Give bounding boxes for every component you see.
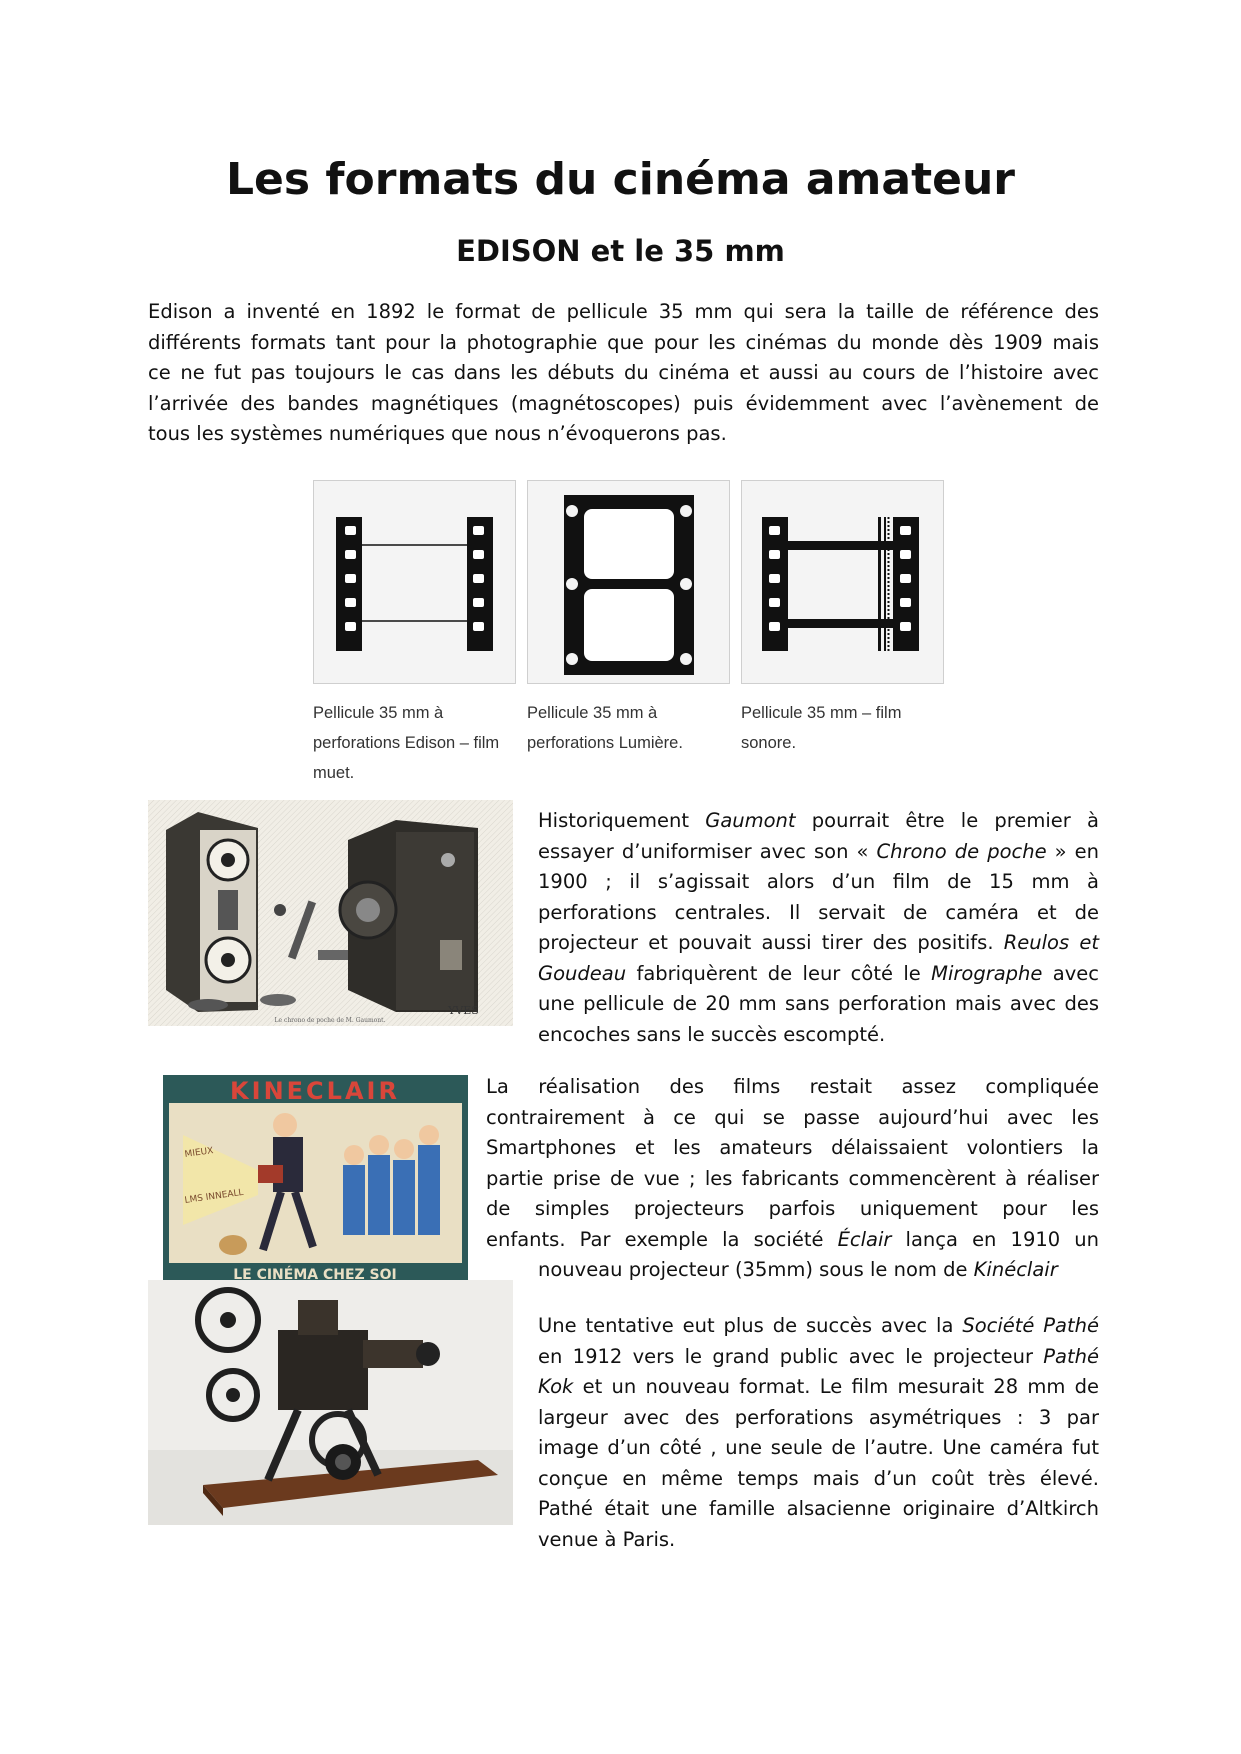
page-title: Les formats du cinéma amateur bbox=[226, 154, 1015, 205]
section-subtitle: EDISON et le 35 mm bbox=[456, 234, 785, 268]
italic-term: Goudeau bbox=[538, 961, 627, 985]
pathe-line: en 1912 vers le grand public avec le projecteur Pathé bbox=[538, 1344, 1099, 1368]
poster-graphic bbox=[163, 1075, 468, 1280]
italic-term: Reulos et bbox=[1003, 931, 1099, 954]
pathe-paragraph bbox=[538, 1311, 1099, 1555]
kineclair-line: nouveau projecteur (35mm) sous le nom de Kinéclair bbox=[538, 1258, 1058, 1281]
film-edison-diagram bbox=[313, 480, 516, 684]
poster-bottom-text: LE CINÉMA CHEZ SOI bbox=[233, 1267, 397, 1280]
italic-term: Chrono de poche bbox=[876, 839, 1047, 863]
engraving-graphic bbox=[148, 800, 513, 1026]
italic-term: Mirographe bbox=[931, 961, 1043, 985]
kineclair-poster bbox=[163, 1075, 468, 1280]
engraving-caption: Le chrono de poche de M. Gaumont. bbox=[274, 1017, 386, 1024]
gaumont-line: Goudeau fabriquèrent de leur côté le Mirographe avec bbox=[538, 961, 1099, 985]
gaumont-line: essayer d’uniformiser avec son « Chrono de poche » en bbox=[538, 839, 1100, 863]
pathe-line: venue à Paris. bbox=[538, 1527, 676, 1551]
gaumont-line: Historiquement Gaumont pourrait être le premier à bbox=[538, 809, 1099, 832]
italic-term: Kok bbox=[538, 1375, 574, 1398]
projector-graphic bbox=[148, 1280, 513, 1525]
pathe-line: Kok et un nouveau format. Le film mesurait 28 mm de bbox=[538, 1375, 1099, 1398]
italic-term: Éclair bbox=[837, 1227, 892, 1251]
intro-paragraph bbox=[148, 297, 1099, 450]
poster-title: KINECLAIR bbox=[230, 1077, 400, 1105]
film-lumiere-graphic bbox=[528, 481, 729, 683]
italic-term: Gaumont bbox=[705, 809, 796, 832]
gaumont-line: projecteur et pouvait aussi tirer des positifs. Reulos et bbox=[538, 931, 1099, 954]
engraving-signature: YVES bbox=[448, 1004, 479, 1017]
kineclair-line: de simples projecteurs parfois uniquement pour les bbox=[486, 1197, 1099, 1220]
pathe-kok-projector-photo bbox=[148, 1280, 513, 1525]
pathe-line: Une tentative eut plus de succès avec la Société Pathé bbox=[538, 1314, 1099, 1337]
italic-term: Kinéclair bbox=[973, 1258, 1058, 1281]
intro-line: l’arrivée des bandes magnétiques (magnétoscopes) puis évidemment avec l’avènement de bbox=[148, 391, 1099, 415]
film-lumiere-diagram bbox=[527, 480, 730, 684]
figure-caption-sound: Pellicule 35 mm – film sonore. bbox=[741, 704, 902, 752]
film-sound-graphic bbox=[742, 481, 943, 683]
kineclair-last-line bbox=[538, 1255, 1099, 1286]
kineclair-line: contrairement à ce qui se passe aujourd’hui avec les bbox=[486, 1105, 1099, 1129]
kineclair-paragraph bbox=[486, 1072, 1099, 1255]
intro-line: Edison a inventé en 1892 le format de pellicule 35 mm qui sera la taille de référence des bbox=[148, 300, 1099, 323]
gaumont-chrono-engraving bbox=[148, 800, 513, 1026]
intro-line: tous les systèmes numériques que nous n’évoquerons pas. bbox=[148, 422, 727, 445]
pathe-line: largeur avec des perforations asymétriques : 3 par bbox=[538, 1405, 1099, 1429]
gaumont-paragraph bbox=[538, 806, 1099, 1050]
kineclair-line: La réalisation des films restait assez compliquée bbox=[486, 1075, 1099, 1098]
film-edison-graphic bbox=[314, 481, 515, 683]
italic-term: Société Pathé bbox=[962, 1314, 1099, 1337]
gaumont-line: une pellicule de 20 mm sans perforation mais avec des bbox=[538, 992, 1099, 1015]
poster-banner-2: LMS INNEALL bbox=[184, 1187, 245, 1206]
gaumont-line: encoches sans le succès escompté. bbox=[538, 1022, 886, 1046]
kineclair-line: enfants. Par exemple la société Éclair lança en 1910 un bbox=[486, 1227, 1099, 1251]
intro-line: ce ne fut pas toujours le cas dans les débuts du cinéma et aussi au cours de l’histoire avec bbox=[148, 361, 1099, 384]
pathe-line: conçue en même temps mais d’un coût très élevé. bbox=[538, 1466, 1099, 1490]
gaumont-line: 1900 ; il s’agissait alors d’un film de 15 mm à bbox=[538, 870, 1099, 893]
kineclair-line: partie prise de vue ; les fabricants commencèrent à réaliser bbox=[486, 1166, 1099, 1190]
gaumont-line: perforations centrales. Il servait de caméra et de bbox=[538, 900, 1099, 924]
pathe-line: Pathé était une famille alsacienne originaire d’Altkirch bbox=[538, 1497, 1099, 1520]
italic-term: Pathé bbox=[1043, 1344, 1099, 1368]
intro-line: différents formats tant pour la photographie que pour les cinémas du monde dès 1909 mais bbox=[148, 330, 1099, 354]
poster-banner-1: MIEUX bbox=[184, 1146, 214, 1160]
pathe-line: image d’un côté , une seule de l’autre. Une caméra fut bbox=[538, 1436, 1099, 1459]
figure-caption-lumiere: Pellicule 35 mm à perforations Lumière. bbox=[527, 704, 683, 752]
figure-caption-edison: Pellicule 35 mm à perforations Edison – film muet. bbox=[313, 704, 500, 782]
film-sound-diagram bbox=[741, 480, 944, 684]
kineclair-line: Smartphones et les amateurs délaissaient volontiers la bbox=[486, 1136, 1099, 1159]
